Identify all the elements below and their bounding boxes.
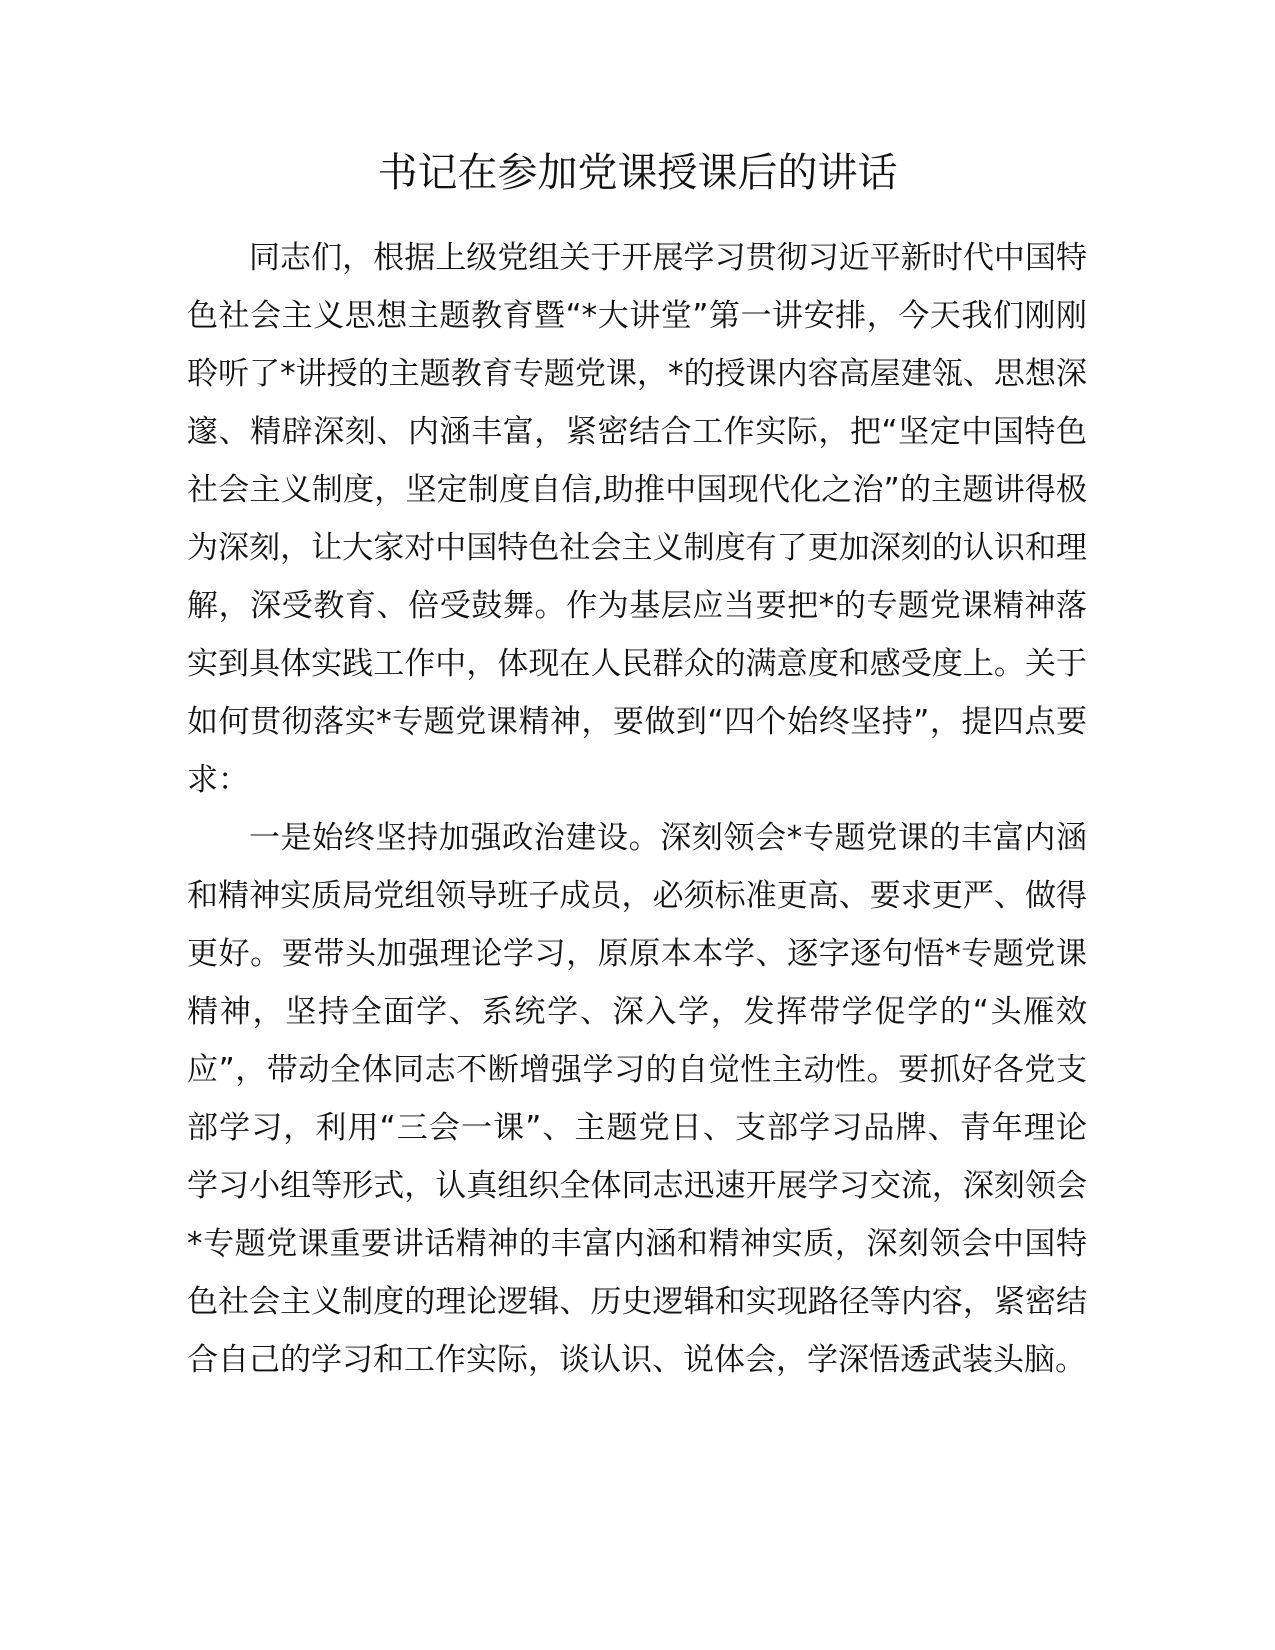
paragraph-point-one: 一是始终坚持加强政治建设。深刻领会*专题党课的丰富内涵和精神实质局党组领导班子成员，必须标准更高、要求更严、做得更好。要带头加强理论学习，原原本本学、逐字逐句悟*专题党课精神，坚持全面学、系统学、深入学，发挥带学促学的“头雁效应”，带动全体同志不断增强学习的自觉性主动性。要抓好各党支部学习，利用“三会一课”、主题党日、支部学习品牌、青年理论学习小组等形式，认真组织全体同志迅速开展学习交流，深刻领会*专题党课重要讲话精神的丰富内涵和精神实质，深刻领会中国特色社会主义制度的理论逻辑、历史逻辑和实现路径等内容，紧密结合自己的学习和工作实际，谈认识、说体会，学深悟透武装头脑。 xyxy=(187,820,1087,1378)
document-body xyxy=(187,229,1087,1389)
paragraph-intro: 同志们，根据上级党组关于开展学习贯彻习近平新时代中国特色社会主义思想主题教育暨“*大讲堂”第一讲安排，今天我们刚刚聆听了*讲授的主题教育专题党课，*的授课内容高屋建瓴、思想深邃、精辟深刻、内涵丰富，紧密结合工作实际，把“坚定中国特色社会主义制度，坚定制度自信,助推中国现代化之治”的主题讲得极为深刻，让大家对中国特色社会主义制度有了更加深刻的认识和理解，深受教育、倍受鼓舞。作为基层应当要把*的专题党课精神落实到具体实践工作中，体现在人民群众的满意度和感受度上。关于如何贯彻落实*专题党课精神，要做到“四个始终坚持”，提四点要求： xyxy=(187,240,1087,798)
document-title: 书记在参加党课授课后的讲话 xyxy=(377,150,898,196)
